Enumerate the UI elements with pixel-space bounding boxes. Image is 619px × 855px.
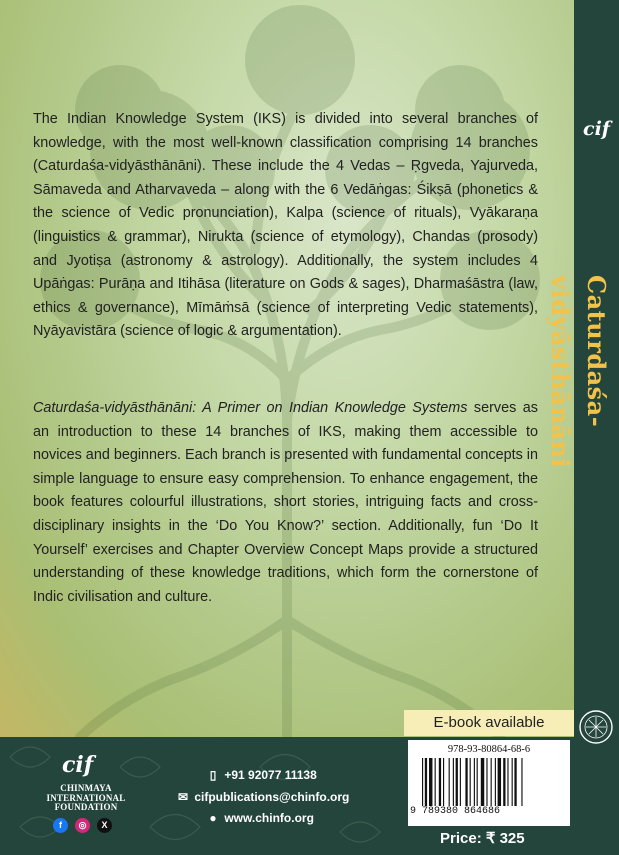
barcode-bars <box>422 758 560 806</box>
barcode-bar <box>449 758 450 806</box>
isbn-barcode <box>408 740 570 826</box>
email-icon: ✉ <box>177 790 189 804</box>
barcode-bar <box>507 758 508 806</box>
phone-number: +91 92077 11138 <box>224 768 317 782</box>
x-icon[interactable]: X <box>97 818 112 833</box>
barcode-bar <box>456 758 458 806</box>
phone-icon: ▯ <box>209 768 217 782</box>
cif-logo: cif <box>62 752 94 778</box>
instagram-icon[interactable]: ◎ <box>75 818 90 833</box>
book-title-italic: Caturdaśa-vidyāsthānāni: A Primer on Indian Knowledge Systems <box>33 400 468 416</box>
spine-title: Caturdaśa-vidyāsthānāni <box>546 275 611 469</box>
barcode-bar <box>512 758 513 806</box>
barcode-bar <box>514 758 516 806</box>
barcode-bar <box>477 758 478 806</box>
barcode-bar <box>422 758 423 806</box>
barcode-bar <box>486 758 487 806</box>
isbn-number: 978-93-80864-68-6 <box>447 744 531 755</box>
publisher-name <box>44 784 128 813</box>
blurb-paragraph-1: The Indian Knowledge System (IKS) is divided into several branches of knowledge, with the most well-known classification comprising 14 branches (Caturdaśa-vidyāsthānāni). These include the 4 Vedas – Ṛgveda, Yajurveda, Sāmaveda and Atharvaveda – along with the 6 Vedāṅgas: Śikṣā (phonetics & the science of Vedic pronunciation), Kalpa (science of rituals), Vyākaraṇa (linguistics & grammar), Nirukta (science of etymology), Chandas (prosody) and Jyotiṣa (astronomy & astrology). Additionally, the system includes 4 Upāṅgas: Purāṇa and Itihāsa (literature on Gods & sages), Dharmaśāstra (law, ethics & governance), Mīmāṁsā (science of interpreting Vedic statements), Nyāyavistāra (science of logic & argumentation). <box>33 111 538 340</box>
website-contact <box>205 811 314 825</box>
barcode-bar <box>435 758 436 806</box>
facebook-icon[interactable]: f <box>53 818 68 833</box>
book-spine <box>546 0 619 855</box>
phone-contact <box>205 768 317 782</box>
globe-icon: ● <box>209 811 217 825</box>
sanskrit-emblem-icon <box>577 708 615 746</box>
barcode-digits: 9 789380 864686 <box>410 806 501 817</box>
barcode-bar <box>425 758 427 806</box>
barcode-bar <box>460 758 461 806</box>
barcode-bar <box>453 758 454 806</box>
barcode-bar <box>521 758 522 806</box>
email-contact <box>175 790 349 804</box>
barcode-bar <box>429 758 432 806</box>
publisher-name-line3: FOUNDATION <box>54 802 118 812</box>
spine-cif-logo: cif <box>583 118 610 140</box>
barcode-bar <box>474 758 475 806</box>
barcode-bar <box>481 758 484 806</box>
barcode-bar <box>491 758 492 806</box>
barcode-bar <box>495 758 496 806</box>
barcode-bar <box>470 758 471 806</box>
barcode-bar <box>465 758 467 806</box>
publisher-name-line2: INTERNATIONAL <box>46 792 126 803</box>
barcode-bar <box>503 758 505 806</box>
website-url[interactable]: www.chinfo.org <box>224 811 314 825</box>
barcode-bar <box>498 758 501 806</box>
ebook-available-label: E-book available <box>404 710 574 736</box>
blurb-paragraph-2-body: serves as an introduction to these 14 branches of IKS, making them accessible to novices and beginners. Each branch is presented with fundamental concepts in simple language to ensure easy comprehension. To enhance engagement, the book features colourful illustrations, short stories, intriguing facts and cross-disciplinary insights in the ‘Do You Know?’ section. Additionally, fun ‘Do It Yourself’ exercises and Chapter Overview Concept Maps provide a structured understanding of these knowledge traditions, which form the cornerstone of Indic civilisation and culture. <box>33 400 538 605</box>
email-address[interactable]: cifpublications@chinfo.org <box>194 790 350 804</box>
barcode-bar <box>439 758 441 806</box>
blurb-paragraph-2 <box>33 397 538 609</box>
barcode-bar <box>443 758 444 806</box>
price-label: Price: ₹ 325 <box>440 830 525 847</box>
publisher-name-line1: CHINMAYA <box>60 783 112 793</box>
